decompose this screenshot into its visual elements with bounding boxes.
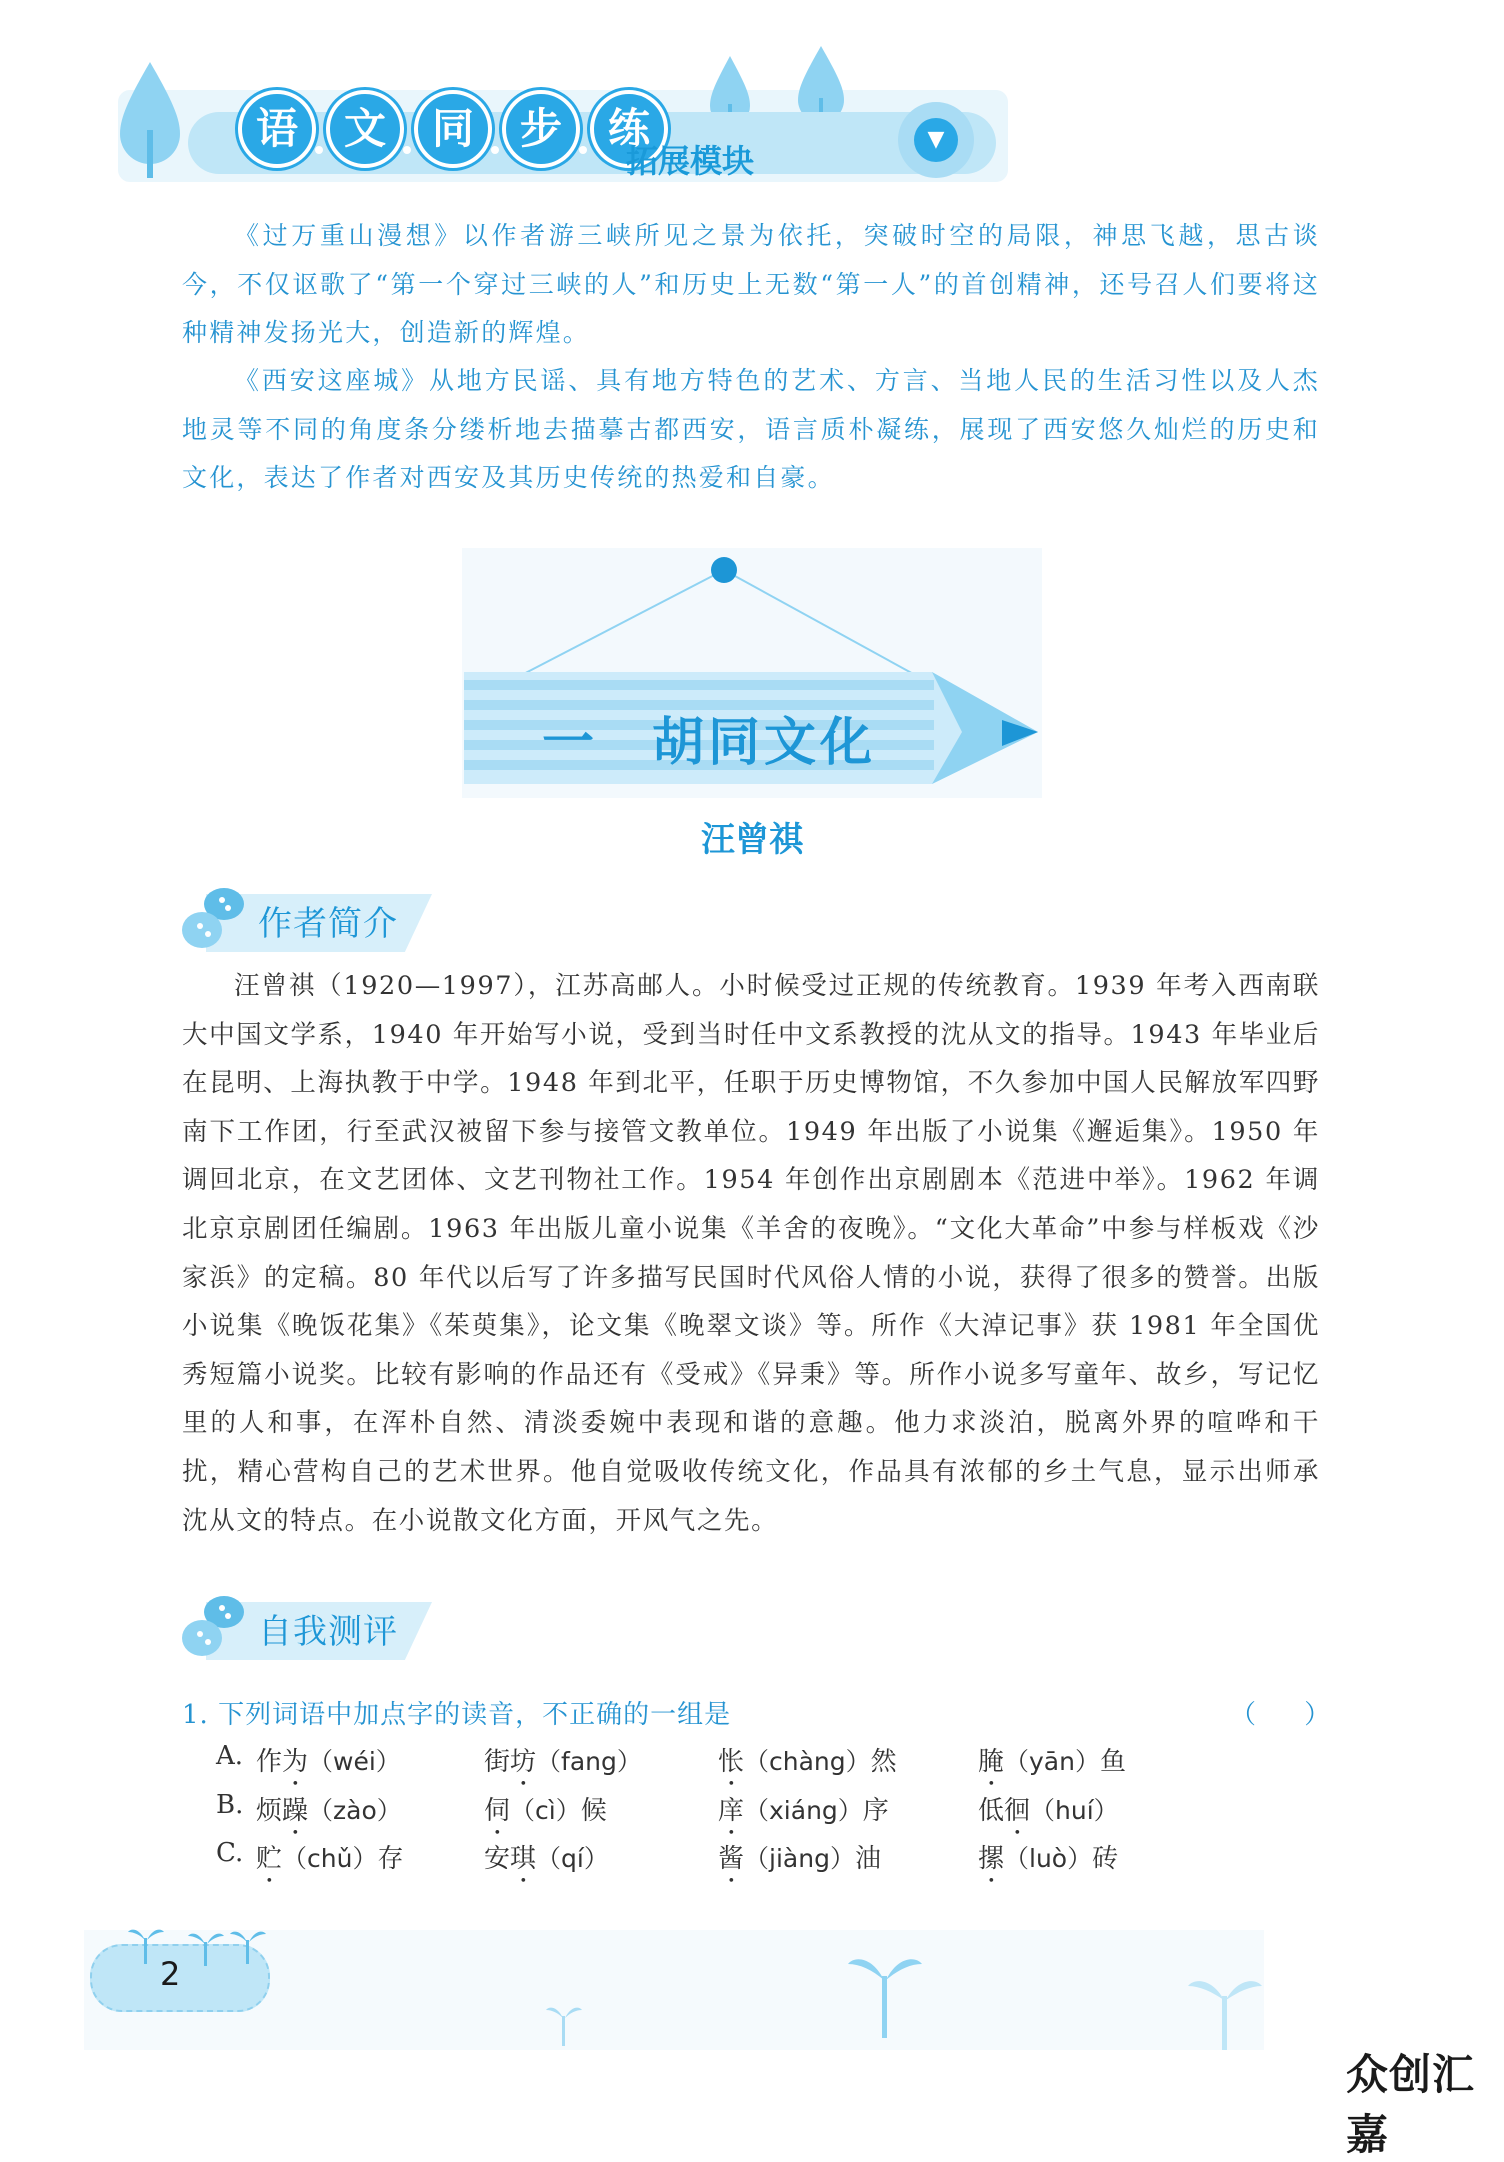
option-word [256,1838,403,1889]
banner-title-char: 语 [238,90,316,168]
word-prefix: 烦 [256,1796,283,1826]
word-suffix: 鱼 [1099,1747,1126,1777]
word-suffix: 存 [377,1844,404,1874]
banner-title-char: 同 [414,90,492,168]
intro-paragraph-2: 《西安这座城》从地方民谣、具有地方特色的艺术、方言、当地人民的生活习性以及人杰地灵等不同的角度条分缕析地去描摹古都西安，语言质朴凝练，展现了西安悠久灿烂的历史和文化，表达了作者对西安及其历史传统的热爱和自豪。 [182,366,1320,492]
banner-title-dot [315,146,323,154]
dotted-character: 坊 [510,1747,537,1777]
option-word [484,1741,642,1792]
chapter-title [542,700,922,775]
pinyin: （huí） [1030,1796,1119,1825]
dotted-character: 庠 [718,1796,745,1826]
dotted-character: 腌 [978,1747,1005,1777]
author-intro-heading [176,880,444,962]
pinyin: （zào） [308,1796,402,1825]
word-suffix: 砖 [1092,1844,1119,1874]
pinyin: （fang） [536,1747,642,1776]
word-suffix: 序 [862,1796,889,1826]
word-suffix: 候 [580,1796,607,1826]
chapter-sign [462,548,1042,798]
chapter-author: 汪曾祺 [701,820,803,860]
option-word [718,1741,897,1792]
watermark: 众创汇嘉 [1346,2050,1476,2159]
author-intro-heading-label: 作者简介 [258,904,398,944]
pinyin: （jiàng） [744,1844,855,1873]
chapter-title-text: 胡同文化 [652,713,877,773]
word-prefix: 低 [978,1796,1005,1826]
option-word [484,1838,609,1889]
banner [118,50,1000,182]
answer-bracket[interactable]: （ ） [1230,1700,1331,1730]
banner-badge [898,102,974,178]
banner-title-char: 文 [326,90,404,168]
banner-title-char: 步 [502,90,580,168]
page-number: 2 [160,1955,181,1993]
tree-icon [118,60,182,180]
pinyin: （cì） [510,1796,581,1825]
sprout-icon [1184,1974,1264,2050]
dotted-character: 伺 [484,1796,511,1826]
word-prefix: 街 [484,1747,511,1777]
pinyin: （xiáng） [744,1796,863,1825]
word-prefix: 安 [484,1844,511,1874]
option-word [256,1741,401,1792]
option-letter[interactable]: C. [216,1838,244,1868]
option-letter[interactable]: B. [216,1790,244,1820]
pinyin: （chàng） [744,1747,871,1776]
self-test-heading [176,1588,444,1670]
sprout-icon [544,2002,584,2048]
intro-paragraph-1: 《过万重山漫想》以作者游三峡所见之景为依托，突破时空的局限，神思飞越，思古谈今，不仅讴歌了“第一个穿过三峡的人”和历史上无数“第一人”的首创精神，还号召人们要将这种精神发扬光大，创造新的辉煌。 [182,221,1320,347]
banner-title-dot [491,146,499,154]
option-word [718,1838,881,1889]
option-letter[interactable]: A. [216,1741,244,1771]
banner-title-char: 练 [590,90,668,168]
word-prefix: 作 [256,1747,283,1777]
banner-subtitle: 拓展模块 [626,142,755,180]
dotted-character: 摞 [978,1844,1005,1874]
sprout-icon [86,1924,276,1970]
pinyin: （qí） [536,1844,609,1873]
sprout-icon [844,1950,924,2040]
option-word [256,1790,402,1841]
option-word [718,1790,889,1841]
author-intro-text: 汪曾祺（1920—1997），江苏高邮人。小时候受过正规的传统教育。1939 年考入西南联大中国文学系，1940 年开始写小说，受到当时任中文系教授的沈从文的指导。1943 年毕业后在昆明、上海执教于中学。1948 年到北平，任职于历史博物馆，不久参加中国人民解放军四野南下工作团，行至武汉被留下参与接管文教单位。1949 年出版了小说集《邂逅集》。1950 年调回北京，在文艺团体、文艺刊物社工作。1954 年创作出京剧剧本《范进中举》。1962 年调北京京剧团任编剧。1963 年出版儿童小说集《羊舍的夜晚》。“文化大革命”中参与样板戏《沙家浜》的定稿。80 年代以后写了许多描写民国时代风俗人情的小说，获得了很多的赞誉。出版小说集《晚饭花集》《茱萸集》，论文集《晚翠文谈》等。所作《大淖记事》获 1981 年全国优秀短篇小说奖。比较有影响的作品还有《受戒》《异秉》等。所作小说多写童年、故乡，写记忆里的人和事，在浑朴自然、清淡委婉中表现和谐的意趣。他力求淡泊，脱离外界的喧哗和干扰，精心营构自己的艺术世界。他自觉吸收传统文化，作品具有浓郁的乡土气息，显示出师承沈从文的特点。在小说散文化方面，开风气之先。 [182,971,1320,1536]
option-word [978,1790,1119,1841]
option-word [978,1838,1118,1889]
pinyin: （luò） [1004,1844,1093,1873]
play-icon: ▼ [914,118,958,162]
dotted-character: 贮 [256,1844,283,1874]
dotted-character: 徊 [1004,1796,1031,1826]
option-word [978,1741,1126,1792]
dotted-character: 为 [282,1747,309,1777]
dotted-character: 怅 [718,1747,745,1777]
word-suffix: 油 [854,1844,881,1874]
chapter-number: 一 [542,713,599,773]
self-test-heading-label: 自我测评 [258,1612,398,1652]
dotted-character: 躁 [282,1796,309,1826]
pinyin: （chǔ） [282,1844,378,1873]
banner-title-dot [403,146,411,154]
pinyin: （wéi） [308,1747,401,1776]
butterfly-icon [176,1588,256,1670]
option-word [484,1790,607,1841]
butterfly-icon [176,880,256,962]
dotted-character: 酱 [718,1844,745,1874]
word-suffix: 然 [870,1747,897,1777]
pinyin: （yān） [1004,1747,1100,1776]
dotted-character: 琪 [510,1844,537,1874]
question-stem: 1. 下列词语中加点字的读音，不正确的一组是 [182,1700,732,1730]
banner-title-dot [579,146,587,154]
